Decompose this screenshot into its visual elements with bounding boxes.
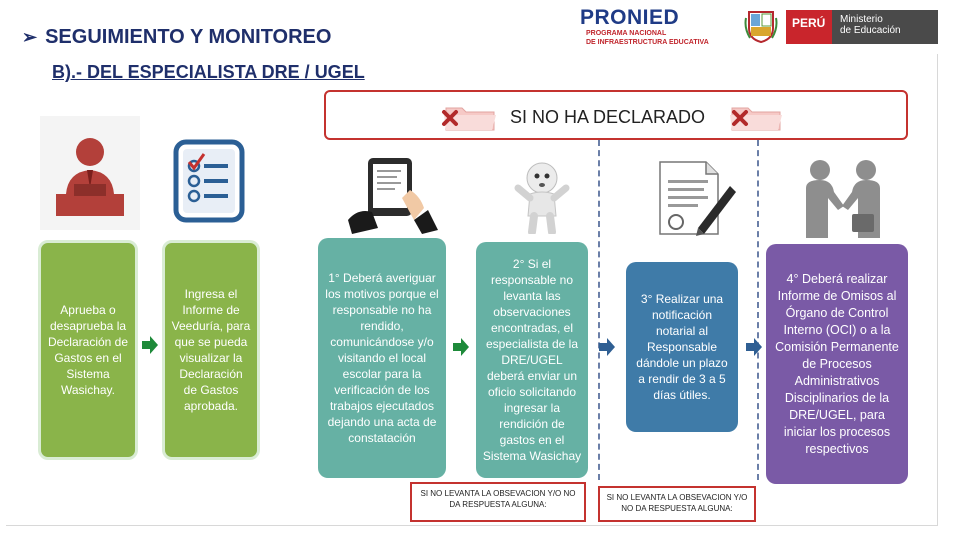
confused-person-icon xyxy=(512,158,574,234)
no-declaration-banner xyxy=(324,90,908,140)
pronied-logo xyxy=(574,2,726,50)
notarial-document-icon xyxy=(654,156,736,240)
arrow-right-icon xyxy=(599,338,615,356)
step-2-box: 2° Si el responsable no levanta las observaciones encontradas, el especialista de la DRE/UGEL deberá enviar un oficio solicitando ingresar la rendición de gastos en el Sistema Wasichay xyxy=(476,242,588,478)
ministry-label xyxy=(832,10,938,44)
note-box-2: SI NO LEVANTA LA OBSEVACION Y/O NO DA RESPUESTA ALGUNA: xyxy=(598,486,756,522)
divider-line xyxy=(598,140,600,480)
step-3-box: 3° Realizar una notificación notarial al Responsable dándole un plazo a rendir de 3 a 5 días útiles. xyxy=(626,262,738,432)
pronied-name: PRONIED xyxy=(580,6,680,29)
slide-title xyxy=(22,26,331,49)
step-approve-box: Aprueba o desaprueba la Declaración de Gastos en el Sistema Wasichay. xyxy=(38,240,138,460)
pronied-subtitle-1: PROGRAMA NACIONAL xyxy=(586,30,667,37)
national-shield-icon xyxy=(744,8,778,44)
tablet-hand-icon xyxy=(348,150,438,234)
folder-delete-icon xyxy=(728,102,786,132)
step-1-box: 1° Deberá averiguar los motivos porque el responsable no ha rendido, comunicándose y/o visitando el local escolar para la verificación de los trabajos ejecutados dejando una acta de constatación xyxy=(318,238,446,478)
note-box-1: SI NO LEVANTA LA OBSEVACION Y/O NO DA RESPUESTA ALGUNA: xyxy=(410,482,586,522)
peru-label: PERÚ xyxy=(786,10,832,44)
divider-line xyxy=(757,140,759,480)
banner-text: SI NO HA DECLARADO xyxy=(510,107,706,127)
arrow-right-icon xyxy=(453,338,469,356)
arrow-right-icon xyxy=(142,336,158,354)
step-report-box: Ingresa el Informe de Veeduría, para que se pueda visualizar la Declaración de Gastos aprobada. xyxy=(162,240,260,460)
pronied-subtitle-2: DE INFRAESTRUCTURA EDUCATIVA xyxy=(586,39,709,46)
folder-delete-icon xyxy=(440,102,498,132)
ministry-line-2: de Educación xyxy=(840,25,901,36)
logo-area xyxy=(574,2,940,50)
ministry-line-1: Ministerio xyxy=(840,14,883,25)
person-computer-icon xyxy=(40,116,140,230)
handshake-icon xyxy=(800,158,886,238)
section-subtitle: B).- DEL ESPECIALISTA DRE / UGEL xyxy=(52,62,365,82)
arrow-right-icon xyxy=(746,338,762,356)
step-4-box: 4° Deberá realizar Informe de Omisos al Órgano de Control Interno (OCI) o a la Comisión Permanente de Procesos Administrativos Disciplinarios de la DRE/UGEL, para iniciar los procesos respectivos xyxy=(766,244,908,484)
checklist-icon xyxy=(172,138,246,224)
title-text: SEGUIMIENTO Y MONITOREO xyxy=(45,26,332,48)
arrow-bullet-icon: ➢ xyxy=(22,27,38,47)
